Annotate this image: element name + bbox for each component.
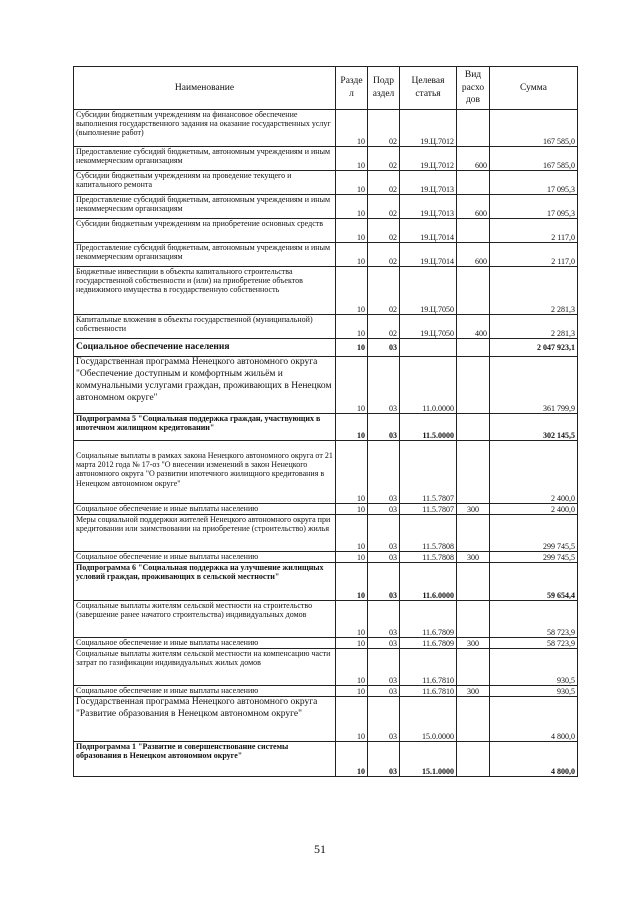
row-podrazdel: 03	[368, 742, 400, 777]
row-celevaya-statya	[400, 339, 457, 357]
row-razdel: 10	[336, 357, 368, 414]
header-celevaya-statya: Целевая статья	[400, 67, 457, 110]
row-celevaya-statya: 11.5.7807	[400, 441, 457, 504]
row-razdel: 10	[336, 171, 368, 195]
row-vid-raskhodov: 600	[457, 147, 490, 171]
row-vid-raskhodov	[457, 441, 490, 504]
row-vid-raskhodov	[457, 649, 490, 686]
row-name: Капитальные вложения в объекты государственной (муниципальной) собственности	[74, 315, 336, 339]
header-podrazdel: Подр аздел	[368, 67, 400, 110]
row-name: Государственная программа Ненецкого автономного округа "Обеспечение доступным и комфортным жильём и коммунальными услугами граждан, проживающих в Ненецком автономном округе"	[74, 357, 336, 414]
row-vid-raskhodov	[457, 414, 490, 441]
row-celevaya-statya: 11.6.7809	[400, 638, 457, 649]
row-summa: 2 400,0	[490, 441, 578, 504]
row-summa: 2 281,3	[490, 315, 578, 339]
row-summa: 299 745,5	[490, 515, 578, 552]
row-name: Подпрограмма 5 "Социальная поддержка граждан, участвующих в ипотечном жилищном кредитовании"	[74, 414, 336, 441]
row-summa: 167 585,0	[490, 147, 578, 171]
table-row	[74, 339, 578, 357]
table-row	[74, 414, 578, 441]
row-podrazdel: 03	[368, 686, 400, 697]
row-summa: 2 117,0	[490, 219, 578, 243]
table-row	[74, 195, 578, 219]
row-celevaya-statya: 11.5.7808	[400, 515, 457, 552]
row-summa: 4 800,0	[490, 697, 578, 742]
row-celevaya-statya: 11.6.7810	[400, 686, 457, 697]
budget-table	[73, 66, 578, 777]
row-vid-raskhodov	[457, 339, 490, 357]
row-celevaya-statya: 15.0.0000	[400, 697, 457, 742]
row-name: Социальное обеспечение населения	[74, 339, 336, 357]
row-podrazdel: 03	[368, 414, 400, 441]
row-podrazdel: 03	[368, 504, 400, 515]
row-name: Социальное обеспечение и иные выплаты населению	[74, 686, 336, 697]
table-row	[74, 315, 578, 339]
row-celevaya-statya: 19.Ц.7050	[400, 315, 457, 339]
row-summa: 58 723,9	[490, 601, 578, 638]
row-name: Предоставление субсидий бюджетным, автономным учреждениям и иным некоммерческим организациям	[74, 243, 336, 267]
row-razdel: 10	[336, 649, 368, 686]
row-vid-raskhodov	[457, 697, 490, 742]
table-row	[74, 147, 578, 171]
header-summa: Сумма	[490, 67, 578, 110]
row-razdel: 10	[336, 315, 368, 339]
row-celevaya-statya: 19.Ц.7050	[400, 267, 457, 315]
row-celevaya-statya: 19.Ц.7013	[400, 195, 457, 219]
row-razdel: 10	[336, 552, 368, 563]
row-summa: 17 095,3	[490, 171, 578, 195]
row-podrazdel: 03	[368, 515, 400, 552]
row-summa: 930,5	[490, 686, 578, 697]
row-summa: 17 095,3	[490, 195, 578, 219]
row-name: Социальное обеспечение и иные выплаты населению	[74, 638, 336, 649]
row-vid-raskhodov	[457, 563, 490, 601]
row-name: Субсидии бюджетным учреждениям на финансовое обеспечение выполнения государственного задания на оказание государственных услуг (выполнение работ)	[74, 110, 336, 147]
row-podrazdel: 02	[368, 171, 400, 195]
row-razdel: 10	[336, 267, 368, 315]
table-row	[74, 563, 578, 601]
row-podrazdel: 03	[368, 697, 400, 742]
row-summa: 361 799,9	[490, 357, 578, 414]
row-razdel: 10	[336, 638, 368, 649]
row-razdel: 10	[336, 515, 368, 552]
row-summa: 59 654,4	[490, 563, 578, 601]
row-vid-raskhodov: 300	[457, 638, 490, 649]
row-celevaya-statya: 19.Ц.7014	[400, 219, 457, 243]
row-podrazdel: 03	[368, 638, 400, 649]
row-razdel: 10	[336, 219, 368, 243]
row-name: Субсидии бюджетным учреждениям на проведение текущего и капитального ремонта	[74, 171, 336, 195]
table-row	[74, 742, 578, 777]
table-row	[74, 219, 578, 243]
row-name: Социальные выплаты жителям сельской местности на строительство (завершение ранее начатого строительства) индивидуальных домов	[74, 601, 336, 638]
row-celevaya-statya: 15.1.0000	[400, 742, 457, 777]
header-vid-raskhodov: Вид расхо дов	[457, 67, 490, 110]
row-vid-raskhodov: 300	[457, 504, 490, 515]
row-celevaya-statya: 19.Ц.7012	[400, 147, 457, 171]
row-name: Социальное обеспечение и иные выплаты населению	[74, 552, 336, 563]
row-summa: 2 400,0	[490, 504, 578, 515]
row-vid-raskhodov	[457, 515, 490, 552]
row-podrazdel: 02	[368, 110, 400, 147]
row-name: Социальные выплаты в рамках закона Ненецкого автономного округа от 21 марта 2012 года № 17-оз "О внесении изменений в закон Ненецкого автономного округа "О развитии ипотечного жилищного кредитования в Ненецком автономном округе"	[74, 441, 336, 504]
row-razdel: 10	[336, 563, 368, 601]
table-header-row	[74, 67, 578, 110]
row-summa: 167 585,0	[490, 110, 578, 147]
row-name: Подпрограмма 1 "Развитие и совершенствование системы образования в Ненецком автономном округе"	[74, 742, 336, 777]
row-name: Субсидии бюджетным учреждениям на приобретение основных средств	[74, 219, 336, 243]
row-razdel: 10	[336, 243, 368, 267]
row-podrazdel: 03	[368, 357, 400, 414]
row-vid-raskhodov: 400	[457, 315, 490, 339]
row-celevaya-statya: 19.Ц.7013	[400, 171, 457, 195]
row-podrazdel: 03	[368, 563, 400, 601]
row-vid-raskhodov: 600	[457, 243, 490, 267]
row-podrazdel: 03	[368, 649, 400, 686]
row-podrazdel: 03	[368, 601, 400, 638]
table-row	[74, 601, 578, 638]
row-celevaya-statya: 11.6.7810	[400, 649, 457, 686]
row-name: Предоставление субсидий бюджетным, автономным учреждениям и иным некоммерческим организациям	[74, 195, 336, 219]
row-razdel: 10	[336, 441, 368, 504]
row-summa: 4 800,0	[490, 742, 578, 777]
table-row	[74, 110, 578, 147]
row-name: Подпрограмма 6 "Социальная поддержка на улучшение жилищных условий граждан, проживающих в сельской местности"	[74, 563, 336, 601]
page-number: 51	[314, 842, 326, 856]
row-vid-raskhodov	[457, 219, 490, 243]
row-vid-raskhodov	[457, 357, 490, 414]
row-celevaya-statya: 11.0.0000	[400, 357, 457, 414]
row-razdel: 10	[336, 601, 368, 638]
row-summa: 58 723,9	[490, 638, 578, 649]
row-podrazdel: 02	[368, 315, 400, 339]
row-razdel: 10	[336, 339, 368, 357]
row-podrazdel: 02	[368, 195, 400, 219]
row-name: Бюджетные инвестиции в объекты капитального строительства государственной собственности и (или) на приобретение объектов недвижимого имущества в государственную собственность	[74, 267, 336, 315]
row-name: Государственная программа Ненецкого автономного округа "Развитие образования в Ненецком автономном округе"	[74, 697, 336, 742]
row-razdel: 10	[336, 147, 368, 171]
row-vid-raskhodov: 600	[457, 195, 490, 219]
row-vid-raskhodov: 300	[457, 686, 490, 697]
row-podrazdel: 03	[368, 339, 400, 357]
row-vid-raskhodov	[457, 110, 490, 147]
row-razdel: 10	[336, 195, 368, 219]
header-name: Наименование	[74, 67, 336, 110]
row-name: Социальное обеспечение и иные выплаты населению	[74, 504, 336, 515]
table-row	[74, 267, 578, 315]
row-podrazdel: 02	[368, 267, 400, 315]
row-celevaya-statya: 11.5.7808	[400, 552, 457, 563]
row-razdel: 10	[336, 504, 368, 515]
table-row	[74, 649, 578, 686]
row-vid-raskhodov	[457, 742, 490, 777]
table-row	[74, 504, 578, 515]
row-razdel: 10	[336, 686, 368, 697]
table-row	[74, 243, 578, 267]
row-podrazdel: 02	[368, 147, 400, 171]
row-celevaya-statya: 11.5.7807	[400, 504, 457, 515]
row-vid-raskhodov	[457, 171, 490, 195]
row-vid-raskhodov: 300	[457, 552, 490, 563]
row-celevaya-statya: 11.6.0000	[400, 563, 457, 601]
table-row	[74, 638, 578, 649]
table-row	[74, 357, 578, 414]
row-summa: 302 145,5	[490, 414, 578, 441]
table-row	[74, 552, 578, 563]
row-summa: 2 281,3	[490, 267, 578, 315]
table-row	[74, 441, 578, 504]
table-row	[74, 686, 578, 697]
row-celevaya-statya: 11.5.0000	[400, 414, 457, 441]
row-razdel: 10	[336, 742, 368, 777]
table-row	[74, 697, 578, 742]
row-name: Меры социальной поддержки жителей Ненецкого автономного округа при кредитовании или заимствовании на приобретение (строительство) жилья	[74, 515, 336, 552]
row-summa: 299 745,5	[490, 552, 578, 563]
row-celevaya-statya: 11.6.7809	[400, 601, 457, 638]
table-row	[74, 171, 578, 195]
row-name: Социальные выплаты жителям сельской местности на компенсацию части затрат по газификации индивидуальных жилых домов	[74, 649, 336, 686]
row-name: Предоставление субсидий бюджетным, автономным учреждениям и иным некоммерческим организациям	[74, 147, 336, 171]
row-razdel: 10	[336, 110, 368, 147]
row-podrazdel: 02	[368, 219, 400, 243]
row-podrazdel: 03	[368, 441, 400, 504]
row-podrazdel: 02	[368, 243, 400, 267]
row-celevaya-statya: 19.Ц.7014	[400, 243, 457, 267]
row-vid-raskhodov	[457, 267, 490, 315]
row-vid-raskhodov	[457, 601, 490, 638]
row-summa: 930,5	[490, 649, 578, 686]
row-razdel: 10	[336, 414, 368, 441]
row-summa: 2 117,0	[490, 243, 578, 267]
row-razdel: 10	[336, 697, 368, 742]
row-celevaya-statya: 19.Ц.7012	[400, 110, 457, 147]
header-razdel: Разде л	[336, 67, 368, 110]
row-summa: 2 047 923,1	[490, 339, 578, 357]
table-row	[74, 515, 578, 552]
row-podrazdel: 03	[368, 552, 400, 563]
